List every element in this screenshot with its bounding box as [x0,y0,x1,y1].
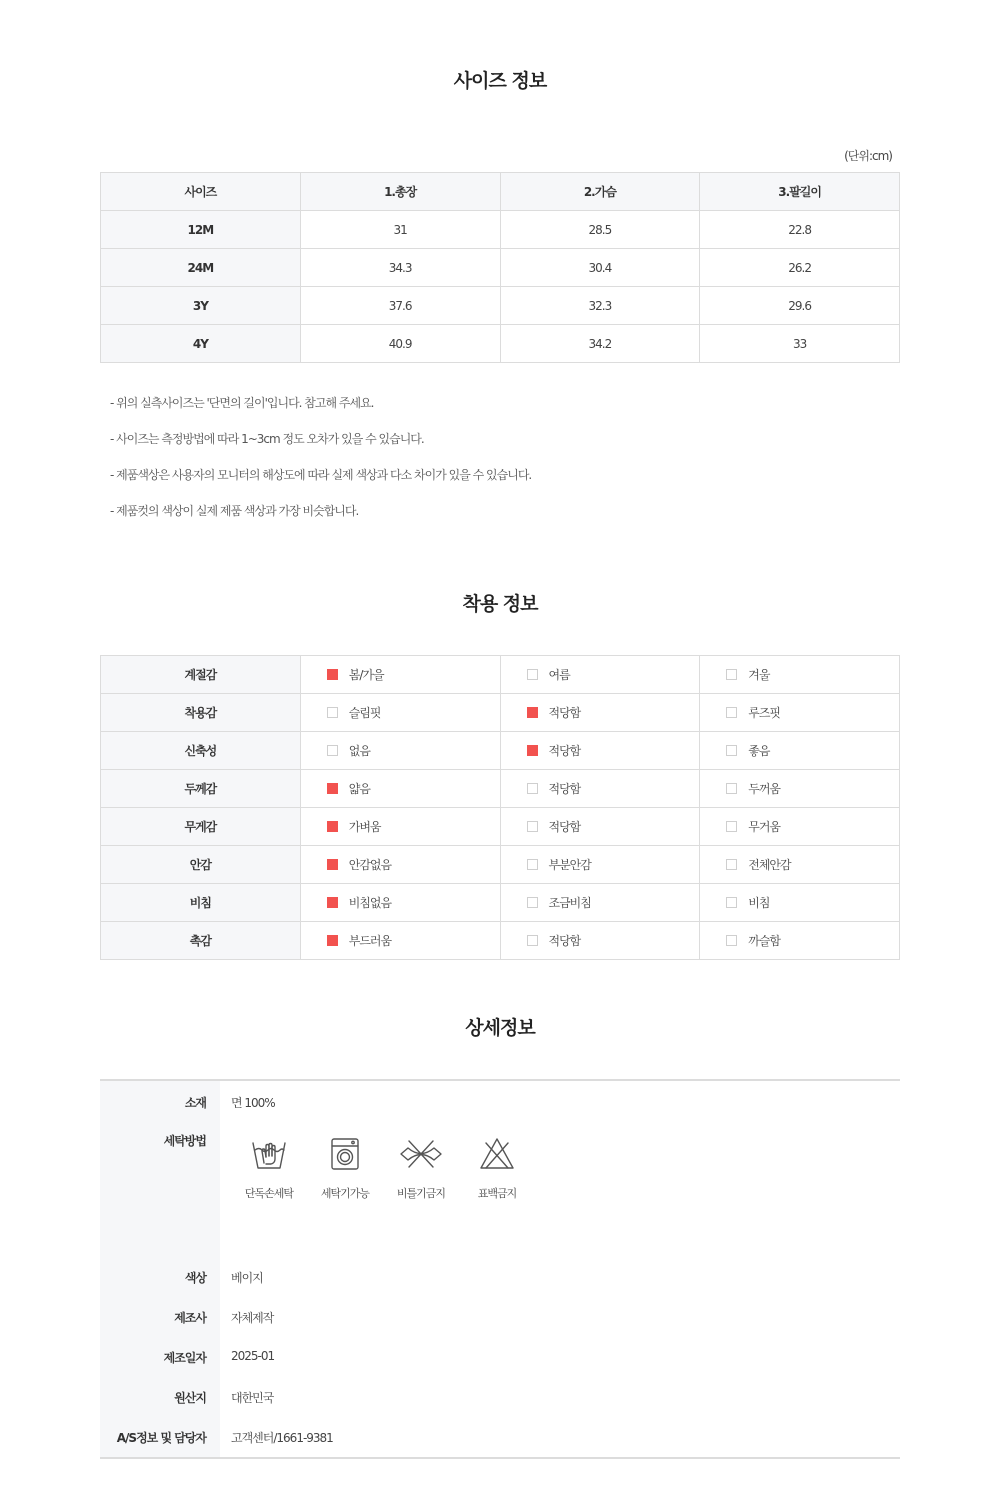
unchecked-box-icon [527,821,538,832]
fit-option-cell [500,846,700,884]
fit-label-cell: 무게감 [101,808,301,846]
fit-option-label: 여름 [548,668,570,682]
detail-label: 색상 [100,1255,220,1295]
fit-option-cell [300,922,500,960]
wash-item [307,1137,383,1201]
fit-option-cell [700,808,900,846]
fit-option-label: 겨울 [748,668,770,682]
fit-option-label: 적당함 [548,820,581,834]
size-value-cell: 32.3 [500,287,700,325]
wash-item [231,1137,307,1201]
detail-value: 대한민국 [231,1391,274,1405]
fit-option-label: 얇음 [348,782,370,796]
fit-option-label: 적당함 [548,934,581,948]
no-bleach-icon [479,1137,515,1171]
table-row [101,694,900,732]
fit-option-label: 두꺼움 [748,782,781,796]
detail-row-color [100,1255,900,1295]
size-header-cell: 1.총장 [300,173,500,211]
size-value-cell: 29.6 [700,287,900,325]
wash-item [459,1137,535,1201]
unchecked-box-icon [726,669,737,680]
fit-option-cell [300,656,500,694]
checked-box-icon [527,707,538,718]
detail-value: 2025-01 [231,1349,275,1363]
size-label-cell: 3Y [101,287,301,325]
size-header-cell: 사이즈 [101,173,301,211]
fit-option-label: 까슬함 [748,934,781,948]
detail-label: 제조일자 [100,1335,220,1375]
detail-value [220,1119,900,1233]
note-text: - 위의 실측사이즈는 '단면의 길이'입니다. 참고해 주세요. [110,396,374,410]
note-text: - 사이즈는 측정방법에 따라 1~3cm 정도 오차가 있을 수 있습니다. [110,432,424,446]
fit-option-cell [500,922,700,960]
fit-option-label: 조금비침 [548,896,591,910]
wash-item [383,1137,459,1201]
unchecked-box-icon [527,783,538,794]
fit-option-label: 적당함 [548,706,581,720]
unchecked-box-icon [726,935,737,946]
wash-item-label: 단독손세탁 [244,1187,294,1200]
detail-label: A/S정보 및 담당자 [100,1415,220,1457]
fit-option-cell [700,846,900,884]
size-label-cell: 24M [101,249,301,287]
fit-label-cell: 착용감 [101,694,301,732]
detail-label: 세탁방법 [100,1119,220,1233]
detail-spacer [100,1233,900,1255]
unchecked-box-icon [726,783,737,794]
size-value-cell: 28.5 [500,211,700,249]
detail-row-washing [100,1119,900,1233]
detail-row-as [100,1415,900,1457]
size-value-cell: 30.4 [500,249,700,287]
checked-box-icon [327,821,338,832]
unchecked-box-icon [527,897,538,908]
table-row [101,846,900,884]
size-value-cell: 37.6 [300,287,500,325]
detail-row-date [100,1335,900,1375]
detail-row-material [100,1081,900,1119]
fit-option-label: 부분안감 [548,858,591,872]
fit-option-cell [500,694,700,732]
size-header-cell: 2.가슴 [500,173,700,211]
detail-label: 소재 [100,1081,220,1119]
checked-box-icon [327,897,338,908]
note-text: - 제품색상은 사용자의 모니터의 해상도에 따라 실제 색상과 다소 차이가 있을 수 있습니다. [110,468,532,482]
size-value-cell: 22.8 [700,211,900,249]
unchecked-box-icon [527,935,538,946]
fit-option-label: 적당함 [548,782,581,796]
detail-value: 자체제작 [231,1311,274,1325]
checked-box-icon [327,669,338,680]
fit-option-label: 무거움 [748,820,781,834]
size-table-header [101,173,900,211]
size-value-cell: 34.3 [300,249,500,287]
fit-option-label: 봄/가을 [348,668,384,682]
detail-row-origin [100,1375,900,1415]
wash-item-label: 비틀기금지 [396,1187,446,1200]
fit-option-cell [300,770,500,808]
fit-option-cell [300,808,500,846]
unchecked-box-icon [726,707,737,718]
fit-option-label: 슬림핏 [348,706,381,720]
detail-value: 면 100% [231,1096,275,1110]
checked-box-icon [327,935,338,946]
size-table [100,172,900,363]
fit-option-label: 좋음 [748,744,770,758]
size-value-cell: 34.2 [500,325,700,363]
unchecked-box-icon [327,707,338,718]
detail-label: 원산지 [100,1375,220,1415]
detail-row-maker [100,1295,900,1335]
table-row [101,656,900,694]
fit-option-cell [300,884,500,922]
table-row [101,732,900,770]
detail-label-spacer [100,1233,220,1255]
fit-option-label: 부드러움 [348,934,392,948]
detail-value: 베이지 [231,1271,263,1285]
unit-label: (단위:cm) [844,149,892,163]
fit-option-cell [700,770,900,808]
fit-option-label: 비침 [748,896,770,910]
fit-option-cell [300,694,500,732]
checked-box-icon [527,745,538,756]
detail-section-title: 상세정보 [465,1017,535,1039]
wash-item-label: 표백금지 [477,1187,517,1200]
fit-option-cell [700,922,900,960]
fit-option-cell [700,694,900,732]
table-row [101,922,900,960]
size-value-cell: 26.2 [700,249,900,287]
fit-option-cell [500,808,700,846]
fit-option-cell [700,884,900,922]
fit-label-cell: 두께감 [101,770,301,808]
fit-option-label: 없음 [348,744,370,758]
note-text: - 제품컷의 색상이 실제 제품 색상과 가장 비슷합니다. [110,504,359,518]
fit-option-cell [500,884,700,922]
wash-item-label: 세탁기가능 [320,1187,370,1200]
unchecked-box-icon [726,859,737,870]
fit-option-cell [300,732,500,770]
fit-label-cell: 촉감 [101,922,301,960]
fit-option-label: 안감없음 [348,858,392,872]
unchecked-box-icon [527,859,538,870]
size-notes [110,395,890,539]
fit-table [100,655,900,960]
fit-option-cell [500,732,700,770]
size-label-cell: 12M [101,211,301,249]
checked-box-icon [327,783,338,794]
hand-wash-icon [251,1137,287,1171]
fit-option-label: 루즈핏 [748,706,781,720]
table-row [101,325,900,363]
unchecked-box-icon [327,745,338,756]
machine-wash-icon [327,1137,363,1171]
unchecked-box-icon [726,897,737,908]
wash-icon-list [231,1137,900,1201]
table-row [101,211,900,249]
fit-option-label: 비침없음 [348,896,392,910]
fit-section-title: 착용 정보 [462,593,538,615]
fit-label-cell: 신축성 [101,732,301,770]
fit-option-cell [500,770,700,808]
fit-option-label: 전체안감 [748,858,791,872]
size-section-title: 사이즈 정보 [453,70,547,92]
table-row [101,884,900,922]
fit-label-cell: 계절감 [101,656,301,694]
fit-label-cell: 비침 [101,884,301,922]
detail-value-spacer [220,1233,900,1255]
fit-label-cell: 안감 [101,846,301,884]
unchecked-box-icon [726,745,737,756]
no-wring-icon [400,1137,442,1171]
unchecked-box-icon [726,821,737,832]
fit-option-cell [700,656,900,694]
fit-option-cell [300,846,500,884]
checked-box-icon [327,859,338,870]
table-row [101,287,900,325]
size-value-cell: 40.9 [300,325,500,363]
size-value-cell: 33 [700,325,900,363]
table-row [101,770,900,808]
size-header-cell: 3.팔길이 [700,173,900,211]
detail-table [100,1079,900,1459]
fit-option-cell [500,656,700,694]
fit-option-label: 가벼움 [348,820,381,834]
fit-option-cell [700,732,900,770]
unchecked-box-icon [527,669,538,680]
detail-value: 고객센터/1661-9381 [231,1431,333,1445]
size-label-cell: 4Y [101,325,301,363]
size-value-cell: 31 [300,211,500,249]
detail-label: 제조사 [100,1295,220,1335]
fit-option-label: 적당함 [548,744,581,758]
table-row [101,249,900,287]
table-row [101,808,900,846]
